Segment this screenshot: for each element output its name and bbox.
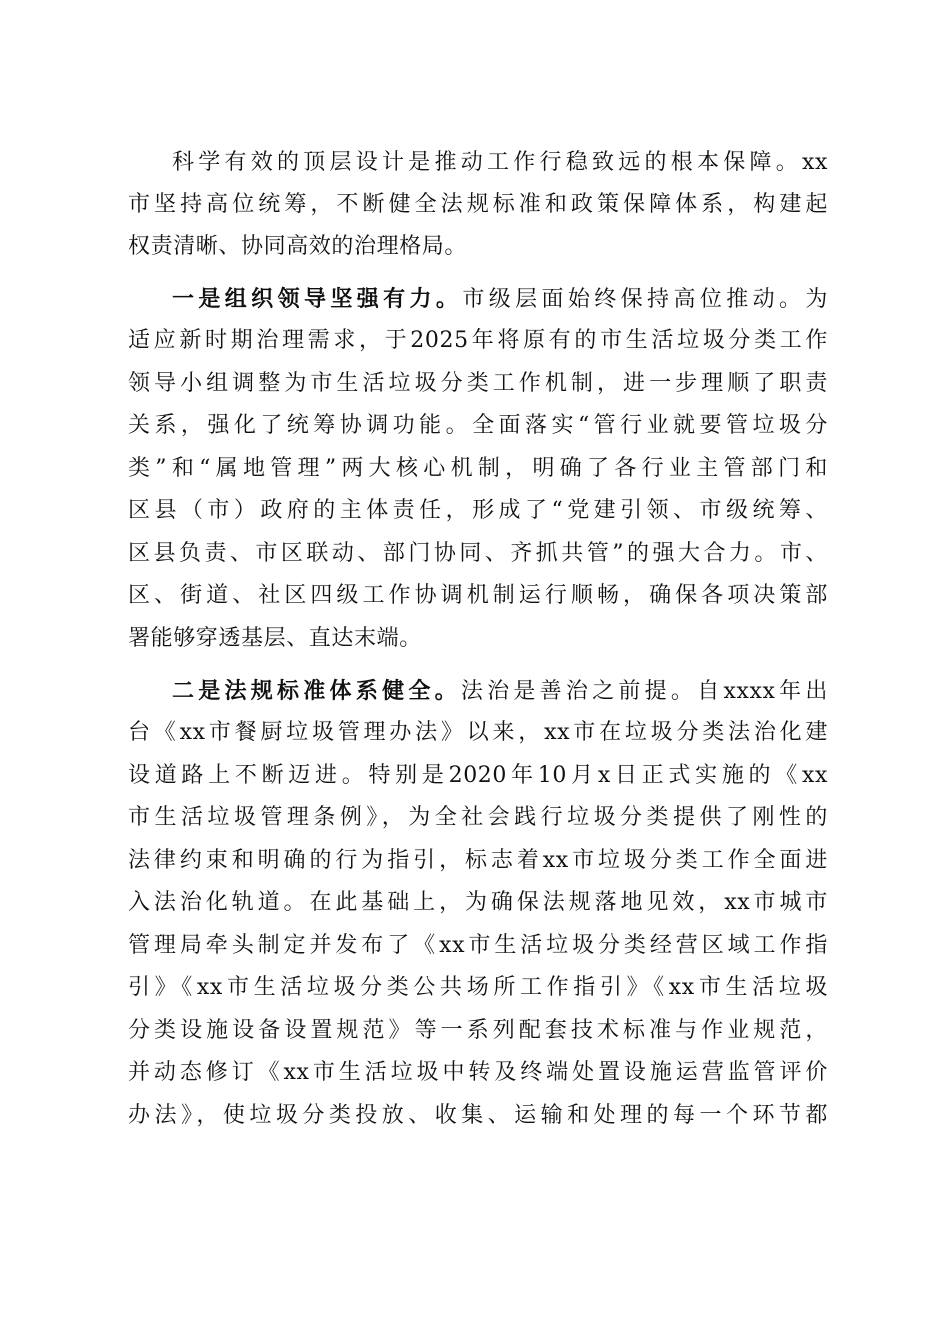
paragraph-1-line-3: 权责清晰、协同高效的治理格局。 [128, 234, 468, 259]
paragraph-3-heading: 二是法规标准体系健全。 [172, 678, 461, 704]
paragraph-2-line-6: 区县（市）政府的主体责任，形成了“党建引领、市级统筹、 [128, 498, 828, 523]
paragraph-2-line-5: 类”和“属地管理”两大核心机制，明确了各行业主管部门和 [128, 456, 828, 481]
paragraph-1-line-2: 市坚持高位统筹，不断健全法规标准和政策保障体系，构建起 [128, 192, 828, 217]
paragraph-3-line-1 [172, 676, 828, 707]
paragraph-3-line-11: 办法》，使垃圾分类投放、收集、运输和处理的每一个环节都 [128, 1103, 828, 1128]
paragraph-3-line-7: 管理局牵头制定并发布了《xx市生活垃圾分类经营区域工作指 [128, 933, 828, 958]
paragraph-2-line-7: 区县负责、市区联动、部门协同、齐抓共管”的强大合力。市、 [128, 541, 828, 566]
paragraph-2-line-2: 适应新时期治理需求，于2025年将原有的市生活垃圾分类工作 [128, 328, 828, 353]
paragraph-3-line-6: 入法治化轨道。在此基础上，为确保法规落地见效，xx市城市 [128, 890, 828, 915]
paragraph-3-line-2: 台《xx市餐厨垃圾管理办法》以来，xx市在垃圾分类法治化建 [128, 720, 828, 745]
paragraph-3-line-10: 并动态修订《xx市生活垃圾中转及终端处置设施运营监管评价 [128, 1060, 828, 1085]
paragraph-2-heading: 一是组织领导坚强有力。 [172, 286, 463, 312]
paragraph-3-line-3: 设道路上不断迈进。特别是2020年10月x日正式实施的《xx [128, 763, 828, 788]
paragraph-3-line-5: 法律约束和明确的行为指引，标志着xx市垃圾分类工作全面进 [128, 848, 828, 873]
paragraph-3-line-9: 分类设施设备设置规范》等一系列配套技术标准与作业规范， [128, 1018, 828, 1043]
paragraph-3-first-line-text: 法治是善治之前提。自xxxx年出 [460, 679, 828, 704]
paragraph-2-first-line-text: 市级层面始终保持高位推动。为 [462, 287, 828, 312]
paragraph-2-line-4: 关系，强化了统筹协调功能。全面落实“管行业就要管垃圾分 [128, 413, 828, 438]
paragraph-2-line-3: 领导小组调整为市生活垃圾分类工作机制，进一步理顺了职责 [128, 371, 828, 396]
paragraph-3-line-8: 引》《xx市生活垃圾分类公共场所工作指引》《xx市生活垃圾 [128, 975, 828, 1000]
paragraph-2-line-1 [172, 284, 828, 315]
paragraph-2-line-9: 署能够穿透基层、直达末端。 [128, 626, 422, 651]
paragraph-2-line-8: 区、街道、社区四级工作协调机制运行顺畅，确保各项决策部 [128, 583, 828, 608]
paragraph-1-line-1: 科学有效的顶层设计是推动工作行稳致远的根本保障。xx [172, 150, 828, 175]
paragraph-3-line-4: 市生活垃圾管理条例》，为全社会践行垃圾分类提供了刚性的 [128, 805, 828, 830]
